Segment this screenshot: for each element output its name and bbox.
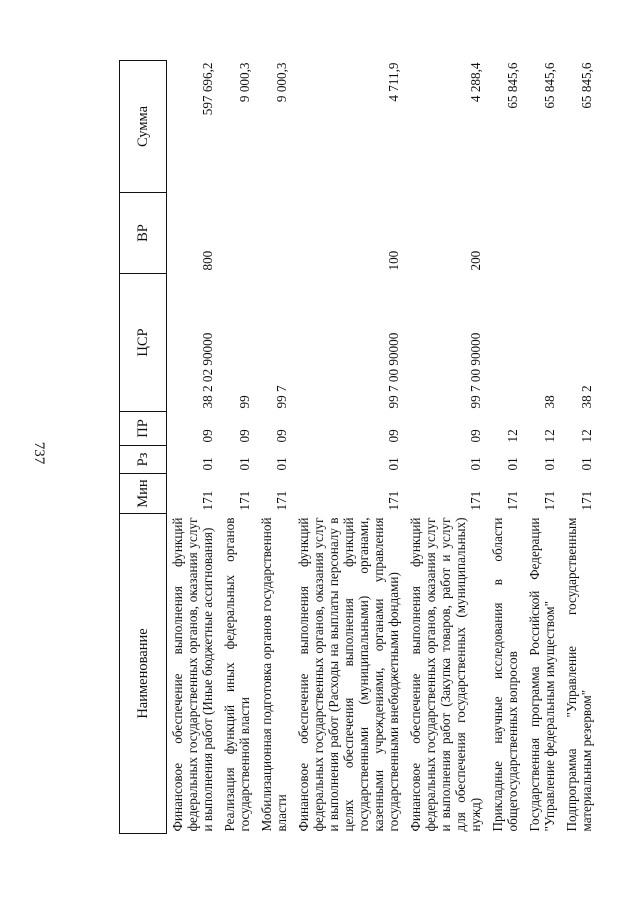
row-pr: 12 bbox=[579, 429, 594, 443]
row-csr: 99 bbox=[237, 395, 252, 409]
row-sum: 4 288,4 bbox=[468, 62, 483, 103]
row-sum: 597 696,2 bbox=[200, 62, 215, 116]
row-rz: 01 bbox=[274, 457, 289, 471]
header-name: Наименование bbox=[120, 514, 167, 834]
row-sum: 9 000,3 bbox=[237, 62, 252, 103]
row-csr: 99 7 bbox=[274, 385, 289, 409]
table-row bbox=[167, 61, 220, 834]
row-min: 171 bbox=[579, 490, 594, 511]
row-vr bbox=[219, 193, 256, 274]
row-vr bbox=[487, 193, 524, 274]
row-vr: 100 bbox=[386, 250, 401, 271]
row-name: Государственная программа Российской Федерации "Управление федеральным имуществом" bbox=[527, 517, 557, 832]
row-rz: 01 bbox=[200, 457, 215, 471]
header-rz: Рз bbox=[120, 446, 167, 474]
header-vr: ВР bbox=[120, 193, 167, 274]
row-rz: 01 bbox=[386, 457, 401, 471]
table-row bbox=[561, 61, 598, 834]
row-min: 171 bbox=[505, 490, 520, 511]
header-min: Мин bbox=[120, 474, 167, 514]
row-pr: 09 bbox=[237, 429, 252, 443]
row-rz: 01 bbox=[237, 457, 252, 471]
row-min: 171 bbox=[386, 490, 401, 511]
row-pr: 12 bbox=[542, 429, 557, 443]
row-name: Финансовое обеспечение выполнения функций федеральных государственных органов, оказания услуг и выполнения работ (Расходы на выплаты персоналу в целях обеспечения выполнения функций государственными (муниципальными) органами, казенными учреждениями, органами управления государственными внебюджетными фондами) bbox=[296, 517, 401, 832]
row-rz: 01 bbox=[579, 457, 594, 471]
row-name: Финансовое обеспечение выполнения функций федеральных государственных органов, оказания услуг и выполнения работ (Закупка товаров, работ и услуг для обеспечения государственных (муниципальных) нужд) bbox=[408, 517, 483, 832]
row-pr: 09 bbox=[200, 429, 215, 443]
row-name: Прикладные научные исследования в области общегосударственных вопросов bbox=[490, 517, 520, 832]
row-sum: 65 845,6 bbox=[542, 62, 557, 109]
page-number: 737 bbox=[31, 441, 47, 465]
row-vr: 800 bbox=[200, 250, 215, 271]
row-min: 171 bbox=[542, 490, 557, 511]
row-pr: 09 bbox=[386, 429, 401, 443]
row-rz: 01 bbox=[468, 457, 483, 471]
row-rz: 01 bbox=[542, 457, 557, 471]
table-row bbox=[524, 61, 561, 834]
table-header-row bbox=[120, 61, 167, 834]
row-vr: 200 bbox=[468, 250, 483, 271]
table-row bbox=[293, 61, 405, 834]
row-pr: 09 bbox=[468, 429, 483, 443]
table-row bbox=[256, 61, 293, 834]
table-row bbox=[405, 61, 487, 834]
row-vr bbox=[561, 193, 598, 274]
row-sum: 9 000,3 bbox=[274, 62, 289, 103]
row-csr: 38 2 02 90000 bbox=[200, 332, 215, 409]
row-pr: 12 bbox=[505, 429, 520, 443]
row-pr: 09 bbox=[274, 429, 289, 443]
header-csr: ЦСР bbox=[120, 274, 167, 412]
row-name: Мобилизационная подготовка органов государственной власти bbox=[259, 517, 289, 832]
header-pr: ПР bbox=[120, 412, 167, 446]
row-vr bbox=[256, 193, 293, 274]
row-sum: 65 845,6 bbox=[505, 62, 520, 109]
header-sum: Сумма bbox=[120, 61, 167, 193]
table-row bbox=[487, 61, 524, 834]
row-min: 171 bbox=[468, 490, 483, 511]
row-min: 171 bbox=[274, 490, 289, 511]
row-csr bbox=[487, 274, 524, 412]
row-rz: 01 bbox=[505, 457, 520, 471]
row-sum: 4 711,9 bbox=[386, 62, 401, 102]
row-name: Финансовое обеспечение выполнения функций федеральных государственных органов, оказания услуг и выполнения работ (Иные бюджетные ассигнования) bbox=[170, 517, 215, 832]
row-csr: 99 7 00 90000 bbox=[468, 332, 483, 409]
row-csr: 38 2 bbox=[579, 385, 594, 409]
row-min: 171 bbox=[237, 490, 252, 511]
row-min: 171 bbox=[200, 490, 215, 511]
rotated-page-content bbox=[119, 61, 599, 834]
row-csr: 38 bbox=[542, 395, 557, 409]
table-row bbox=[219, 61, 256, 834]
row-vr bbox=[524, 193, 561, 274]
row-sum: 65 845,6 bbox=[579, 62, 594, 109]
budget-table bbox=[119, 60, 598, 834]
row-name: Реализация функций иных федеральных органов государственной власти bbox=[222, 517, 252, 832]
row-csr: 99 7 00 90000 bbox=[386, 332, 401, 409]
row-name: Подпрограмма "Управление государственным материальным резервом" bbox=[564, 517, 594, 832]
